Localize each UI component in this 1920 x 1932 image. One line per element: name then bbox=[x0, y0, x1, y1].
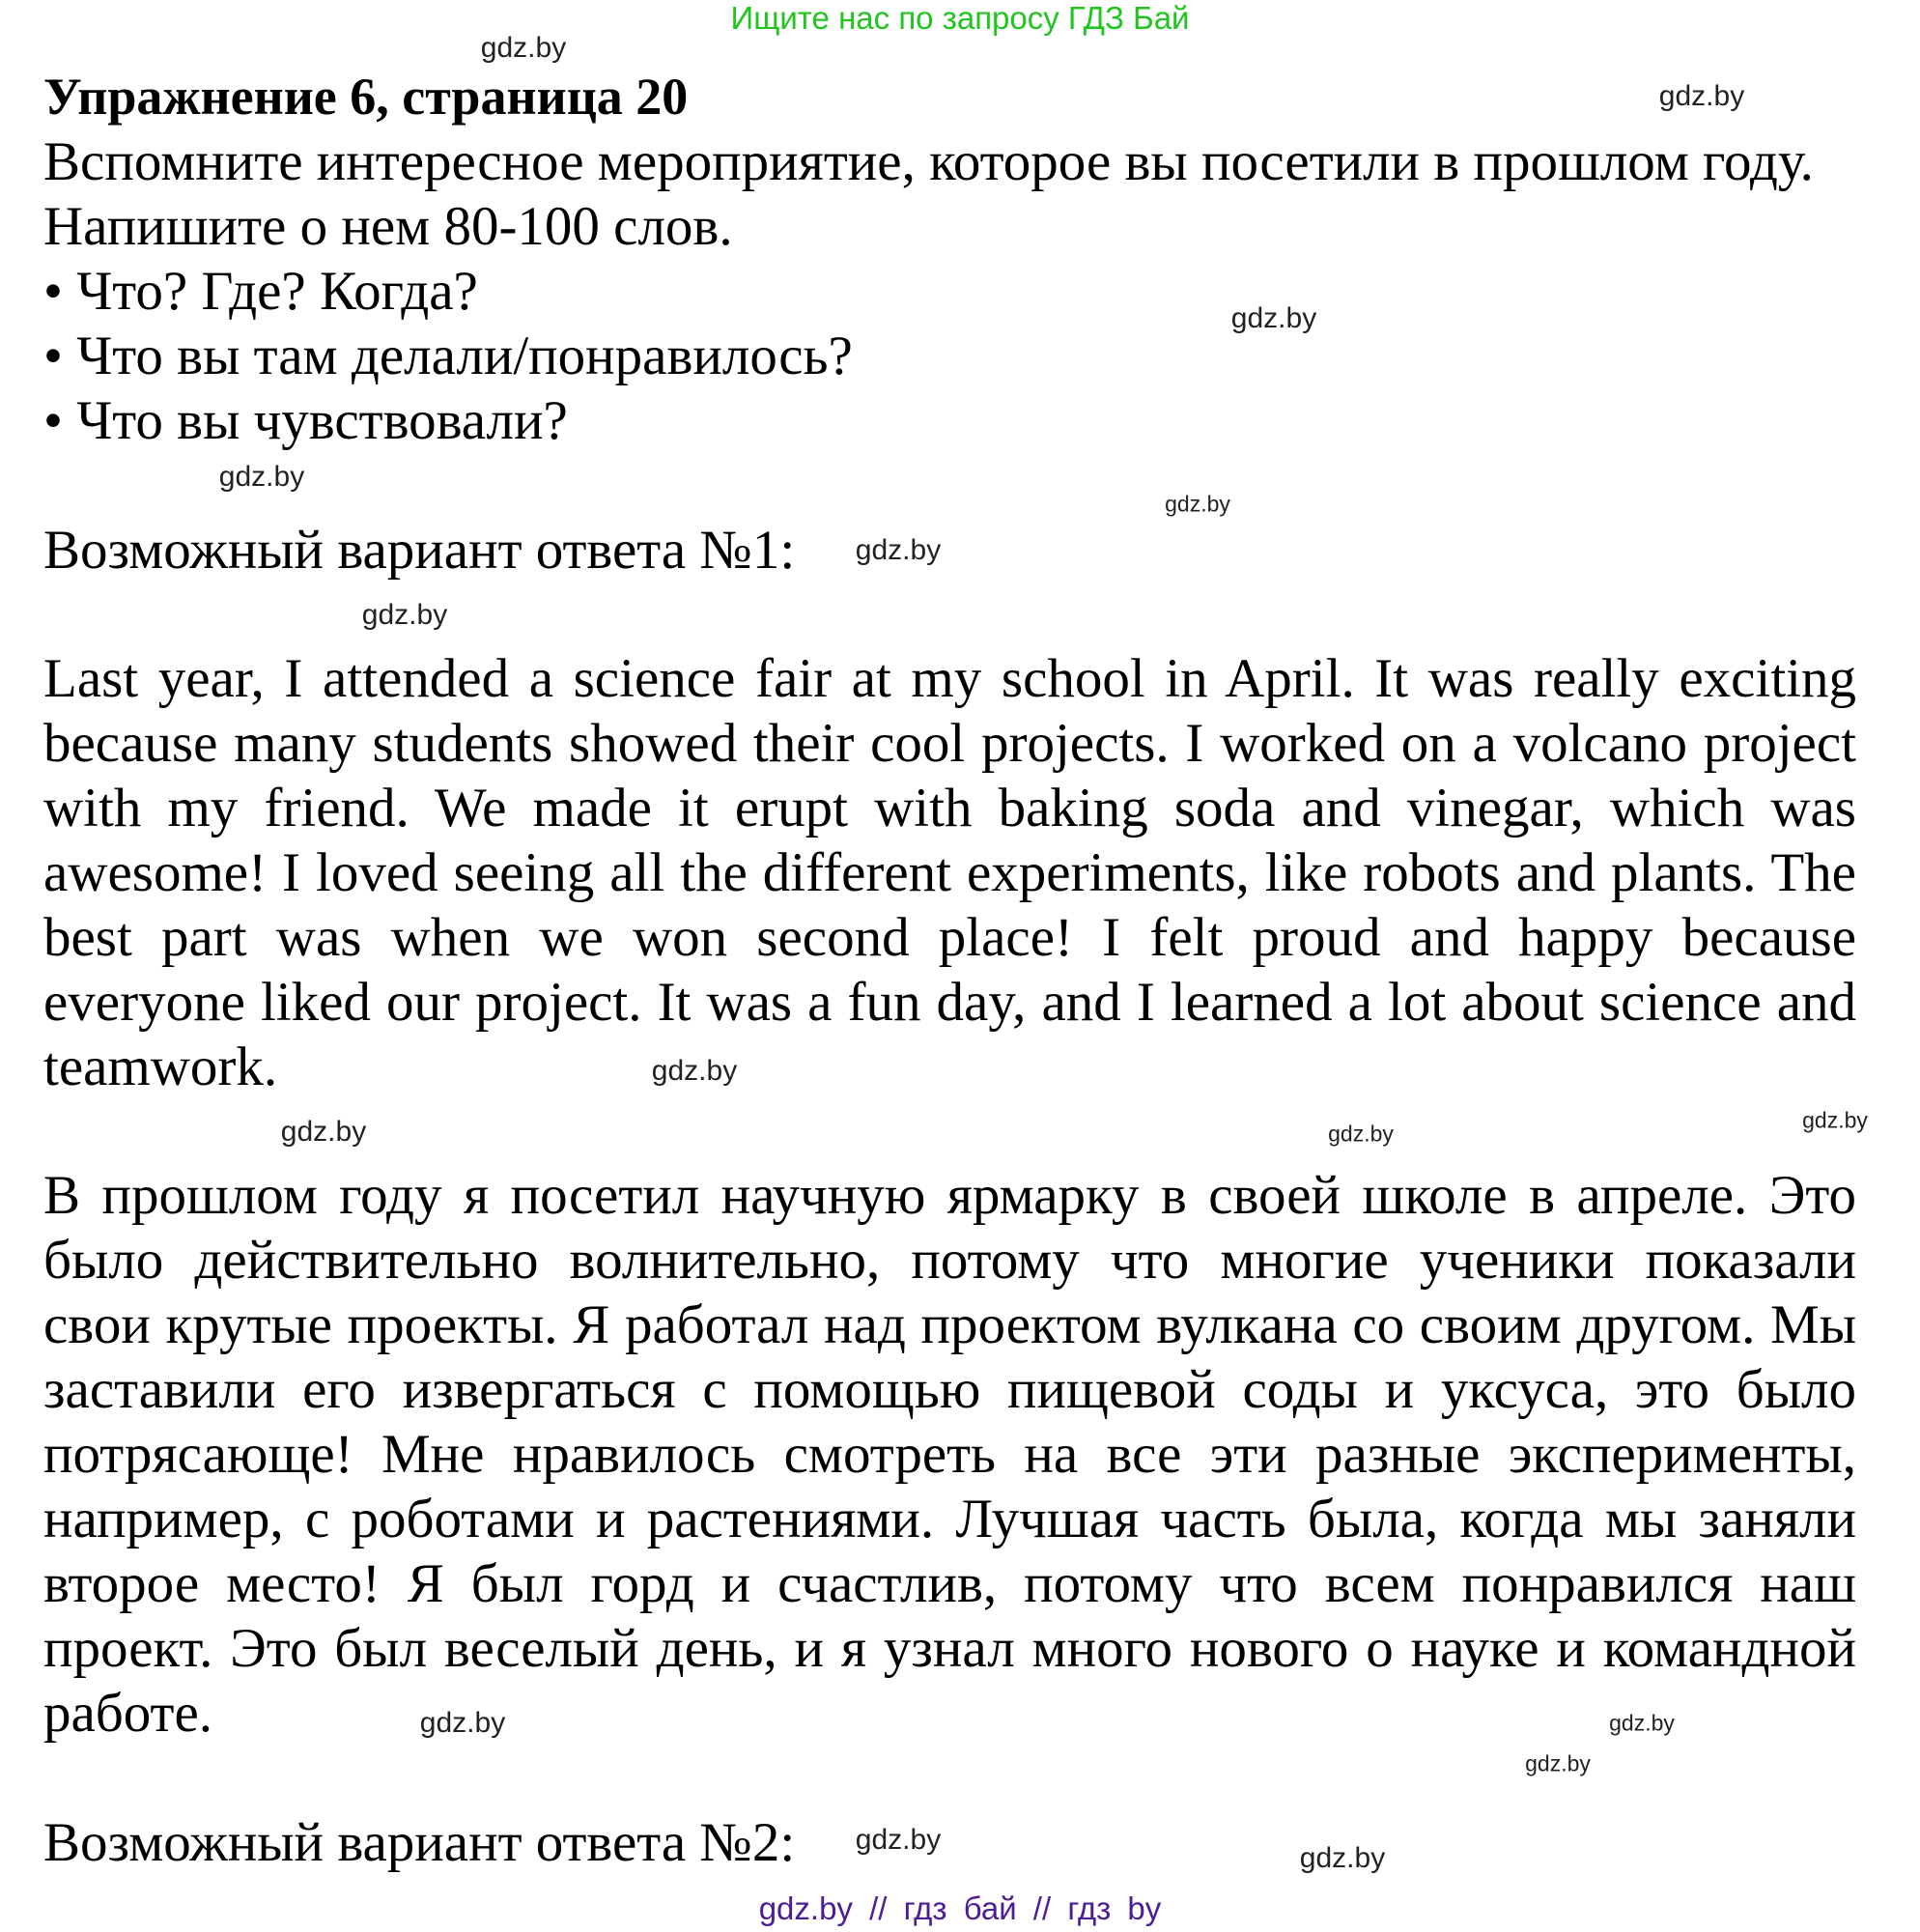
paragraph-line: заставили его извергаться с помощью пищевой соды и уксуса, это было bbox=[43, 1359, 1856, 1420]
watermark: gdz.by bbox=[280, 1116, 367, 1148]
footer-links: gdz.by // гдз бай // гдз by bbox=[758, 1890, 1162, 1926]
task-bullet: • Что вы чувствовали? bbox=[43, 390, 568, 451]
watermark: gdz.by bbox=[1658, 80, 1745, 112]
task-bullet: • Что? Где? Когда? bbox=[43, 261, 478, 322]
watermark: gdz.by bbox=[419, 1707, 506, 1739]
watermark: gdz.by bbox=[855, 534, 942, 566]
watermark: gdz.by bbox=[218, 461, 305, 493]
paragraph-line: второе место! Я был горд и счастлив, потому что всем понравился наш bbox=[43, 1553, 1856, 1614]
paragraph-line: потрясающе! Мне нравилось смотреть на все эти разные эксперименты, bbox=[43, 1424, 1856, 1485]
paragraph-line: проект. Это был веселый день, и я узнал много нового о науке и командной bbox=[43, 1618, 1856, 1679]
paragraph-line: awesome! I loved seeing all the different experiments, like robots and plants. The bbox=[43, 842, 1856, 903]
watermark: gdz.by bbox=[1328, 1121, 1394, 1147]
watermark: gdz.by bbox=[1230, 302, 1317, 334]
paragraph-line: teamwork. bbox=[43, 1037, 278, 1097]
task-bullet: • Что вы там делали/понравилось? bbox=[43, 326, 853, 386]
paragraph-line: например, с роботами и растениями. Лучшая часть была, когда мы заняли bbox=[43, 1489, 1856, 1549]
watermark: gdz.by bbox=[1525, 1750, 1591, 1776]
page-title: Упражнение 6, страница 20 bbox=[43, 68, 689, 126]
paragraph-line: работе. bbox=[43, 1683, 213, 1744]
watermark: gdz.by bbox=[480, 32, 567, 64]
paragraph-line: best part was when we won second place! I felt proud and happy because bbox=[43, 907, 1856, 968]
paragraph-line: everyone liked our project. It was a fun day, and I learned a lot about science and bbox=[43, 972, 1856, 1033]
answer1-heading: Возможный вариант ответа №1: bbox=[43, 520, 796, 581]
watermark: gdz.by bbox=[1299, 1842, 1386, 1874]
search-banner: Ищите нас по запросу ГДЗ Бай bbox=[730, 0, 1190, 36]
paragraph-line: свои крутые проекты. Я работал над проектом вулкана со своим другом. Мы bbox=[43, 1294, 1856, 1355]
paragraph-line: with my friend. We made it erupt with baking soda and vinegar, which was bbox=[43, 778, 1856, 838]
watermark: gdz.by bbox=[855, 1824, 942, 1856]
watermark: gdz.by bbox=[1802, 1107, 1868, 1133]
task-line: Вспомните интересное мероприятие, которое вы посетили в прошлом году. bbox=[43, 131, 1814, 192]
watermark: gdz.by bbox=[361, 599, 448, 631]
watermark: gdz.by bbox=[651, 1055, 738, 1087]
task-line: Напишите о нем 80-100 слов. bbox=[43, 196, 733, 257]
paragraph-line: было действительно волнительно, потому что многие ученики показали bbox=[43, 1230, 1856, 1291]
watermark: gdz.by bbox=[1165, 491, 1230, 517]
paragraph-line: Last year, I attended a science fair at my school in April. It was really exciting bbox=[43, 648, 1856, 709]
watermark: gdz.by bbox=[1609, 1710, 1675, 1736]
paragraph-line: В прошлом году я посетил научную ярмарку в своей школе в апреле. Это bbox=[43, 1165, 1856, 1226]
answer2-heading: Возможный вариант ответа №2: bbox=[43, 1812, 796, 1873]
paragraph-line: because many students showed their cool projects. I worked on a volcano project bbox=[43, 713, 1856, 774]
